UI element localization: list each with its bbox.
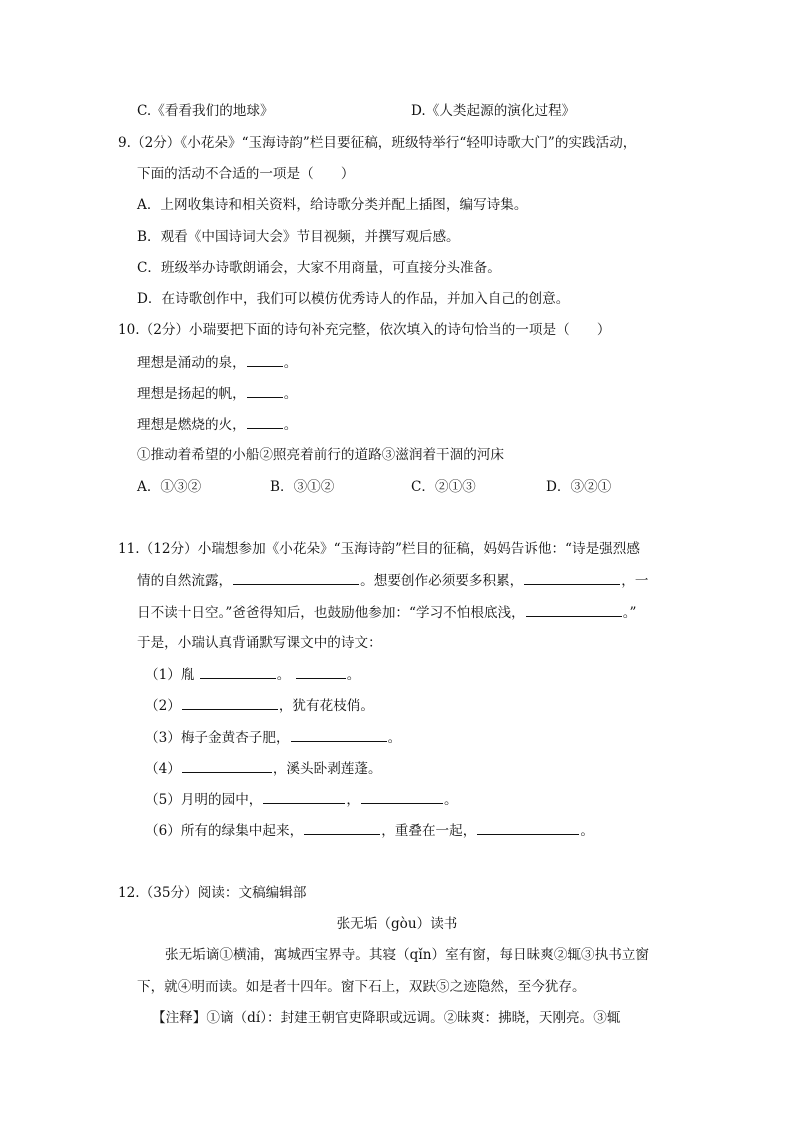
q11-line3-text-b: 。” bbox=[622, 605, 637, 621]
q11-sub4-text-b: ，溪头卧剥莲蓬。 bbox=[272, 761, 382, 777]
q11-sub3-text-b: 。 bbox=[387, 730, 402, 746]
q10-option-c: C．②①③ bbox=[411, 479, 476, 495]
q11-sub6-punct: 。 bbox=[580, 823, 594, 839]
q11-sub4-text-a: （4） bbox=[145, 761, 181, 777]
q11-line2-text-a: 情的自然流露， bbox=[137, 573, 233, 589]
q11-sub6-blank-a[interactable] bbox=[304, 820, 380, 835]
q11-sub5-punct-b: 。 bbox=[444, 792, 458, 808]
q11-sub5-blank-a[interactable] bbox=[263, 789, 345, 804]
q11-sub5-blank-b[interactable] bbox=[361, 789, 443, 804]
q10-line2-text: 理想是扬起的帆， bbox=[137, 386, 246, 402]
q10-blank-1[interactable] bbox=[247, 352, 283, 367]
q11-sub2-text-a: （2） bbox=[145, 698, 181, 714]
q11-sub3-blank[interactable] bbox=[291, 727, 387, 742]
q11-sub1-blank-b[interactable] bbox=[296, 664, 346, 679]
q11-sub5-text-a: （5）月明的园中， bbox=[145, 792, 263, 808]
q11-sub1-punct-a: 。 bbox=[276, 667, 291, 683]
q8-option-c: C.《看看我们的地球》 bbox=[137, 103, 274, 119]
q11-stem-line3 bbox=[137, 602, 636, 623]
passage-title: 张无垢（gòu）读书 bbox=[336, 916, 458, 932]
q9-option-a: A．上网收集诗和相关资料，给诗歌分类并配上插图，编写诗集。 bbox=[137, 197, 528, 213]
q11-sub1-punct-b: 。 bbox=[346, 667, 361, 683]
q10-option-b: B．③①② bbox=[270, 479, 335, 495]
q11-blank-1[interactable] bbox=[233, 570, 359, 585]
q9-option-d: D．在诗歌创作中，我们可以模仿优秀诗人的作品，并加入自己的创意。 bbox=[137, 291, 570, 307]
passage-line2: 下，就④明而读。如是者十四年。窗下石上，双趺⑤之迹隐然，至今犹存。 bbox=[137, 979, 586, 995]
q8-option-d: D.《人类起源的演化过程》 bbox=[411, 103, 576, 119]
q11-sub6-blank-b[interactable] bbox=[477, 820, 579, 835]
q11-sub-2 bbox=[145, 695, 374, 716]
q11-sub5-punct-a: ， bbox=[346, 792, 360, 808]
q11-blank-2[interactable] bbox=[524, 570, 620, 585]
q11-sub-3 bbox=[145, 727, 401, 748]
q10-line3 bbox=[137, 414, 297, 435]
q12-stem: 12.（35分）阅读：文稿编辑部 bbox=[118, 885, 307, 901]
passage-line1: 张无垢谪①横浦，寓城西宝界寺。其寝（qǐn）室有窗，每日昧爽②辄③执书立窗 bbox=[165, 947, 649, 963]
q11-stem-line4: 于是，小瑞认真背诵默写课文中的诗文： bbox=[137, 635, 382, 651]
q11-sub2-text-b: ，犹有花枝俏。 bbox=[278, 698, 374, 714]
q11-sub6-text-a: （6）所有的绿集中起来， bbox=[145, 823, 304, 839]
q10-blank-2[interactable] bbox=[247, 383, 283, 398]
q11-stem-line1: 11.（12分）小瑞想参加《小花朵》“玉海诗韵”栏目的征稿，妈妈告诉他：“诗是强烈感 bbox=[118, 541, 640, 557]
q11-sub1-blank-a[interactable] bbox=[200, 664, 276, 679]
q9-stem-line1: 9.（2分）《小花朵》“玉海诗韵”栏目要征稿，班级特举行“轻叩诗歌大门”的实践活动， bbox=[118, 135, 637, 151]
q11-sub3-text-a: （3）梅子金黄杏子肥， bbox=[145, 730, 290, 746]
q11-sub-1 bbox=[145, 664, 360, 685]
q10-line3-text: 理想是燃烧的火， bbox=[137, 417, 246, 433]
q10-line1-text: 理想是涌动的泉， bbox=[137, 355, 246, 371]
q11-blank-3[interactable] bbox=[526, 602, 622, 617]
q11-sub-6 bbox=[145, 820, 594, 841]
q11-sub4-blank[interactable] bbox=[182, 758, 272, 773]
q9-option-b: B．观看《中国诗词大会》节目视频，并撰写观后感。 bbox=[137, 229, 460, 245]
q11-sub6-text-b: ，重叠在一起， bbox=[381, 823, 477, 839]
q9-stem-line2: 下面的活动不合适的一项是（ ） bbox=[137, 166, 355, 182]
q11-line2-text-c: ，一 bbox=[621, 573, 649, 589]
q11-line3-text-a: 日不读十日空。”爸爸得知后，也鼓励他参加：“学习不怕根底浅， bbox=[137, 605, 525, 621]
passage-notes: 【注释】①谪（dí）：封建王朝官吏降职或远调。②昧爽：拂晓，天刚亮。③辄 bbox=[152, 1010, 621, 1026]
q10-line2-end: 。 bbox=[283, 386, 298, 402]
q10-option-d: D．③②① bbox=[546, 479, 612, 495]
q11-sub2-blank[interactable] bbox=[182, 695, 278, 710]
q11-sub-4 bbox=[145, 758, 382, 779]
q10-blank-3[interactable] bbox=[247, 414, 283, 429]
q11-sub1-text: （1）胤 bbox=[145, 667, 195, 683]
q10-line1-end: 。 bbox=[283, 355, 298, 371]
q10-option-a: A．①③② bbox=[137, 479, 202, 495]
q10-choices: ①推动着希望的小船②照亮着前行的道路③滋润着干涸的河床 bbox=[137, 447, 505, 463]
q10-stem: 10.（2分）小瑞要把下面的诗句补充完整，依次填入的诗句恰当的一项是（ ） bbox=[118, 322, 611, 338]
q11-line2-text-b: 。想要创作必须要多积累， bbox=[360, 573, 524, 589]
q9-option-c: C．班级举办诗歌朗诵会，大家不用商量，可直接分头准备。 bbox=[137, 260, 501, 276]
q10-line3-end: 。 bbox=[283, 417, 298, 433]
q10-line2 bbox=[137, 383, 297, 404]
q10-line1 bbox=[137, 352, 297, 373]
q11-sub-5 bbox=[145, 789, 458, 810]
q11-stem-line2 bbox=[137, 570, 648, 591]
